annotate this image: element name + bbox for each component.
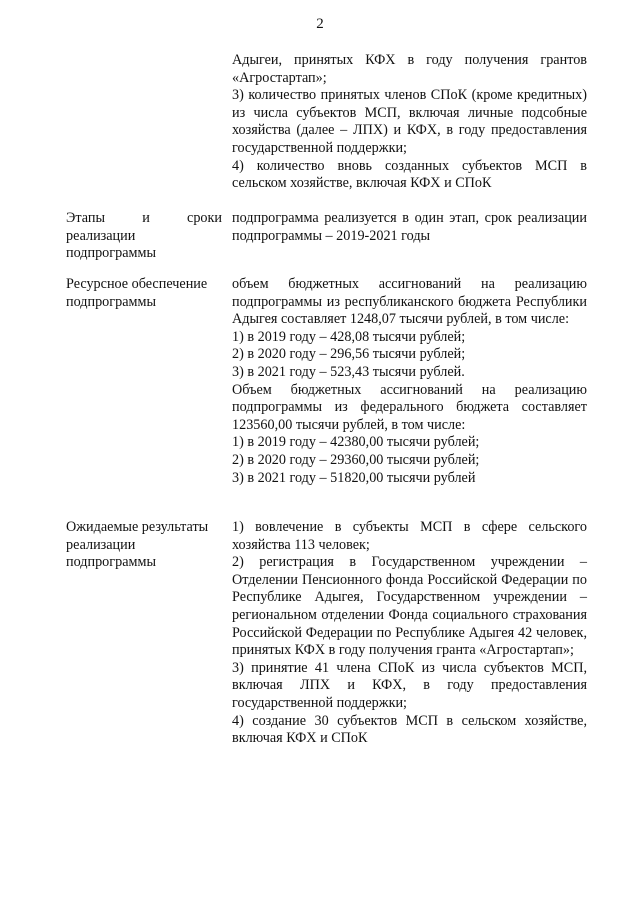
paragraph: 2) в 2020 году – 29360,00 тысячи рублей; — [232, 451, 480, 468]
paragraph: подпрограмма реализуется в один этап, срок реализации подпрограммы – 2019-2021 годы — [232, 210, 587, 244]
paragraph: 4) создание 30 субъектов МСП в сельском хозяйстве, включая КФХ и СПоК — [232, 712, 587, 747]
paragraph: 1) в 2019 году – 42380,00 тысячи рублей; — [232, 434, 480, 451]
resources-content — [232, 276, 587, 487]
paragraph: 1) вовлечение в субъекты МСП в сфере сельского хозяйства 113 человек; — [232, 519, 587, 553]
label-line: реализации — [66, 536, 136, 553]
paragraph: 3) в 2021 году – 51820,00 тысячи рублей — [232, 469, 476, 486]
label-line: Ожидаемые результаты — [66, 519, 209, 535]
page-number: 2 — [316, 16, 324, 32]
label-line: подпрограммы — [66, 293, 156, 310]
label-line: подпрограммы — [66, 245, 156, 262]
continuation-content — [232, 52, 587, 193]
results-content — [232, 519, 587, 748]
paragraph: 3) количество принятых членов СПоК (кроме кредитных) из числа субъектов МСП, включая личные подсобные хозяйства (далее – ЛПХ) и КФХ, в году предоставления государственной поддержки; — [232, 87, 587, 156]
resources-label — [66, 276, 222, 311]
paragraph: 3) в 2021 году – 523,43 тысячи рублей. — [232, 363, 465, 380]
paragraph: 1) в 2019 году – 428,08 тысячи рублей; — [232, 328, 466, 345]
paragraph: 4) количество вновь созданных субъектов МСП в сельском хозяйстве, включая КФХ и СПоК — [232, 157, 587, 192]
label-line: подпрограммы — [66, 554, 156, 571]
stages-label — [66, 210, 222, 263]
label-line: Ресурсное обеспечение — [66, 276, 208, 292]
paragraph: 3) принятие 41 члена СПоК из числа субъектов МСП, включая ЛПХ и КФХ, в году предоставления государственной поддержки; — [232, 659, 587, 711]
paragraph: Адыгеи, принятых КФХ в году получения грантов «Агростартап»; — [232, 52, 587, 86]
paragraph: 2) в 2020 году – 296,56 тысячи рублей; — [232, 346, 466, 363]
stages-content — [232, 210, 587, 245]
label-line: Этапы и сроки — [66, 210, 222, 226]
paragraph: Объем бюджетных ассигнований на реализацию подпрограммы из федерального бюджета составляет 123560,00 тысячи рублей, в том числе: — [232, 381, 587, 433]
results-label — [66, 519, 222, 572]
paragraph: 2) регистрация в Государственном учреждении – Отделении Пенсионного фонда Российской Федерации по Республике Адыгея, Государственном учреждении – региональном отделении Фонда социального страхования Российской Федерации по Республике Адыгея 42 человек, принятых КФХ в году получения гранта «Агростартап»; — [232, 554, 587, 659]
label-line: реализации — [66, 227, 136, 244]
paragraph: объем бюджетных ассигнований на реализацию подпрограммы из республиканского бюджета Республики Адыгея составляет 1248,07 тысячи рублей, в том числе: — [232, 276, 587, 328]
